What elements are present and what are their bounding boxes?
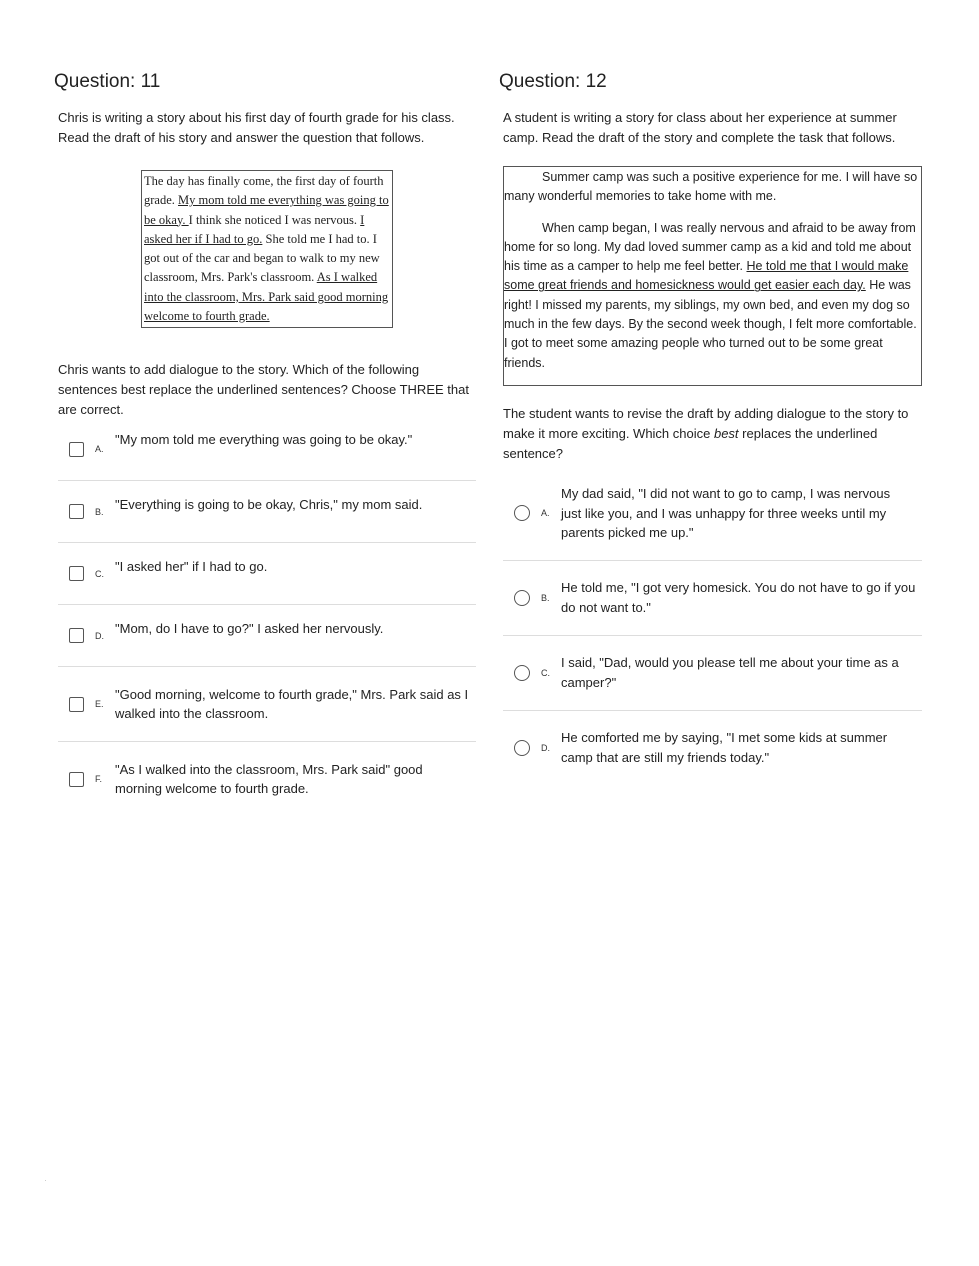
radio-button[interactable] [514,665,530,681]
option-e[interactable] [58,667,476,742]
option-text: "Mom, do I have to go?" I asked her nervously. [115,621,384,637]
option-letter: A. [541,508,550,519]
option-f[interactable] [58,742,476,816]
prompt-text: replaces the underlined sentence? [503,425,878,461]
option-a[interactable] [58,418,476,481]
page-speck [45,1180,46,1181]
option-a[interactable] [503,467,922,561]
question-12-intro: A student is writing a story for class about her experience at summer camp. Read the draft of the story and complete the task that follows. [503,110,897,145]
passage-underlined-sentence: As I walked into the classroom, Mrs. Park said good morning welcome to fourth grade. [144,270,389,324]
option-letter: B. [541,592,550,603]
option-text: He told me, "I got very homesick. You do not have to go if you do not want to." [561,580,916,615]
option-d[interactable] [503,711,922,785]
option-c[interactable] [58,543,476,605]
passage-sentence: I think she noticed I was nervous. [188,212,361,227]
passage-underlined-sentence: My mom told me everything was going to be okay. [144,193,389,227]
option-letter: D. [95,630,104,641]
option-letter: A. [95,444,104,455]
prompt-text: The student wants to revise the draft by adding dialogue to the story to make it more exciting. Which choice [503,405,909,441]
checkbox[interactable] [69,504,84,519]
passage-sentence: She told me I had to. I got out of the car and began to walk to my new classroom, Mrs. Park's classroom. [144,231,380,285]
question-11-options [58,418,476,816]
option-d[interactable] [58,605,476,667]
option-text: "As I walked into the classroom, Mrs. Park said" good morning welcome to fourth grade. [115,761,423,797]
question-11-intro: Chris is writing a story about his first day of fourth grade for his class. Read the draft of his story and answer the question that follows. [58,110,455,145]
passage-paragraph: Summer camp was such a positive experience for me. I will have so many wonderful memories to take home with me. [504,170,918,204]
radio-button[interactable] [514,590,530,606]
option-text: My dad said, "I did not want to go to camp, I was nervous just like you, and I was unhappy for three weeks until my parents picked me up." [561,486,891,541]
passage-sentence: The day has finally come, the first day of fourth grade. [144,174,384,208]
question-11 [54,70,476,816]
story-passage [141,170,393,328]
radio-button[interactable] [514,740,530,756]
option-text: "I asked her" if I had to go. [115,559,268,575]
passage-underlined-sentence: I asked her if I had to go. [144,212,365,246]
checkbox[interactable] [69,697,84,712]
checkbox[interactable] [69,442,84,457]
radio-button[interactable] [514,505,530,521]
passage-underlined-sentence: He told me that I would make some great friends and homesickness would get easier each day. [504,259,909,293]
checkbox[interactable] [69,772,84,787]
question-12-prompt [503,404,922,464]
story-passage [503,166,922,386]
option-letter: D. [541,742,550,753]
option-letter: C. [95,568,104,579]
option-c[interactable] [503,636,922,711]
option-text: "Good morning, welcome to fourth grade," Mrs. Park said as I walked into the classroom. [115,686,469,722]
question-12-options [503,467,922,785]
option-letter: E. [95,699,104,710]
option-text: "My mom told me everything was going to be okay." [115,432,413,448]
option-letter: B. [95,506,104,517]
option-b[interactable] [58,481,476,543]
question-12-title: Question: 12 [499,71,607,92]
passage-paragraph [504,219,921,373]
checkbox[interactable] [69,628,84,643]
option-text: "Everything is going to be okay, Chris," my mom said. [115,497,423,513]
prompt-emphasis: best [713,425,739,441]
passage-text: He was right! I missed my parents, my siblings, my own bed, and even my dog so much in the few days. By the second week though, I felt more comfortable. I got to meet some amazing people who turned out to be some great friends. [504,278,917,370]
question-11-title: Question: 11 [54,71,161,92]
checkbox[interactable] [69,566,84,581]
option-text: I said, "Dad, would you please tell me about your time as a camper?" [561,655,899,690]
question-12 [499,70,922,785]
passage-text: When camp began, I was really nervous and afraid to be away from home for so long. My dad loved summer camp as a kid and told me about his time as a camper to help me feel better. [504,220,916,274]
option-text: He comforted me by saying, "I met some kids at summer camp that are still my friends today." [561,730,888,765]
option-b[interactable] [503,561,922,636]
option-letter: F. [95,774,103,785]
option-letter: C. [541,667,550,678]
question-11-prompt: Chris wants to add dialogue to the story. Which of the following sentences best replace the underlined sentences? Choose THREE that are correct. [58,362,469,418]
